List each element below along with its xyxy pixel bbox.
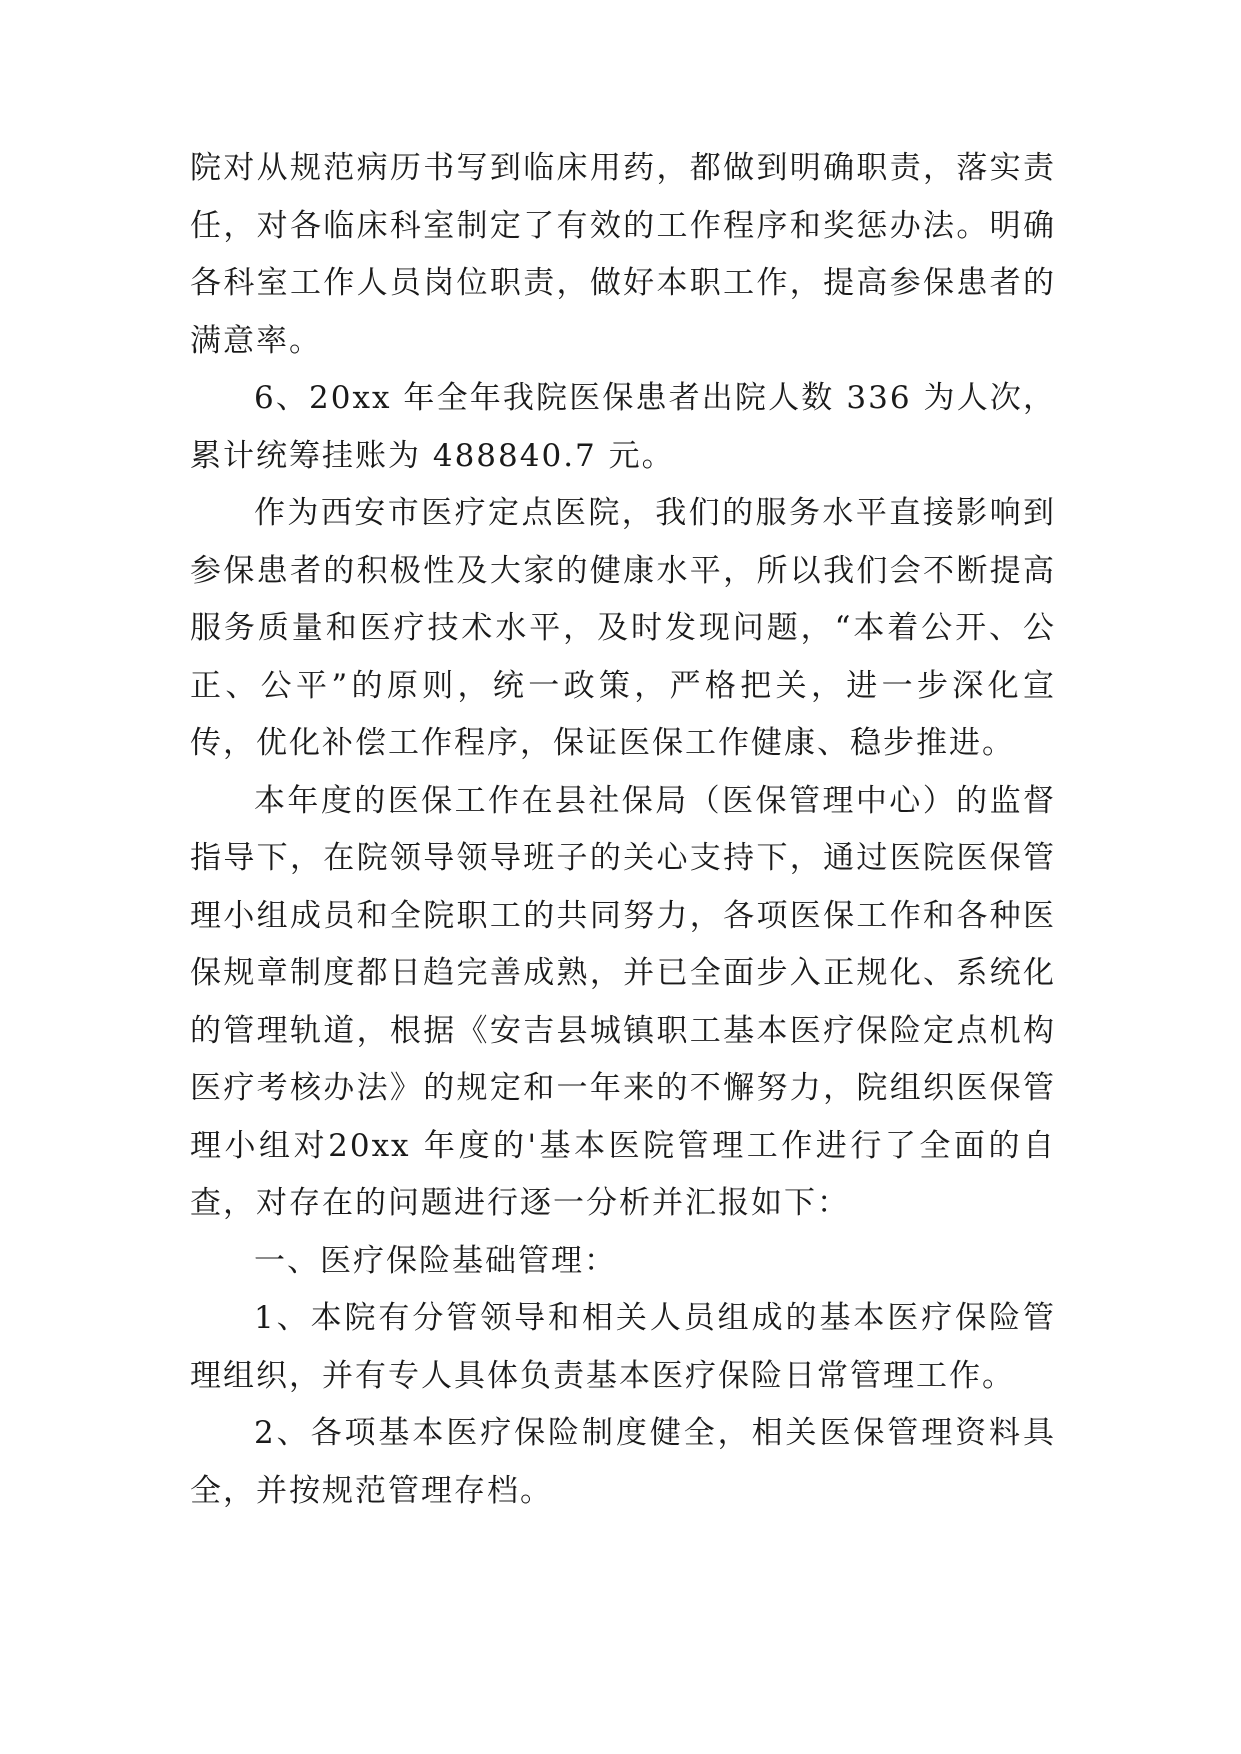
paragraph-self-inspection-intro: 本年度的医保工作在县社保局（医保管理中心）的监督指导下，在院领导领导班子的关心支持下，通过医院医保管理小组成员和全院职工的共同努力，各项医保工作和各种医保规章制度都日趋完善成熟，并已全面步入正规化、系统化的管理轨道，根据《安吉县城镇职工基本医疗保险定点机构医疗考核办法》的规定和一年来的不懈努力，院组织医保管理小组对20xx 年度的'基本医院管理工作进行了全面的自查，对存在的问题进行逐一分析并汇报如下： [190, 782, 1056, 1221]
paragraph-item-1: 1、本院有分管领导和相关人员组成的基本医疗保险管理组织，并有专人具体负责基本医疗保险日常管理工作。 [190, 1300, 1056, 1394]
paragraph-item-2: 2、各项基本医疗保险制度健全，相关医保管理资料具全，并按规范管理存档。 [190, 1415, 1056, 1509]
section-heading-basic-management: 一、医疗保险基础管理： [254, 1242, 617, 1279]
paragraph-service-commitment: 作为西安市医疗定点医院，我们的服务水平直接影响到参保患者的积极性及大家的健康水平，所以我们会不断提高服务质量和医疗技术水平，及时发现问题，“本着公开、公正、公平”的原则，统一政策，严格把关，进一步深化宣传，优化补偿工作程序，保证医保工作健康、稳步推进。 [190, 495, 1056, 761]
paragraph-continuation: 院对从规范病历书写到临床用药，都做到明确职责，落实责任，对各临床科室制定了有效的工作程序和奖惩办法。明确各科室工作人员岗位职责，做好本职工作，提高参保患者的满意率。 [190, 150, 1056, 359]
paragraph-discharge-statistics: 6、20xx 年全年我院医保患者出院人数 336 为人次，累计统筹挂账为 488840.7 元。 [190, 380, 1056, 474]
document-body [190, 140, 1056, 1520]
